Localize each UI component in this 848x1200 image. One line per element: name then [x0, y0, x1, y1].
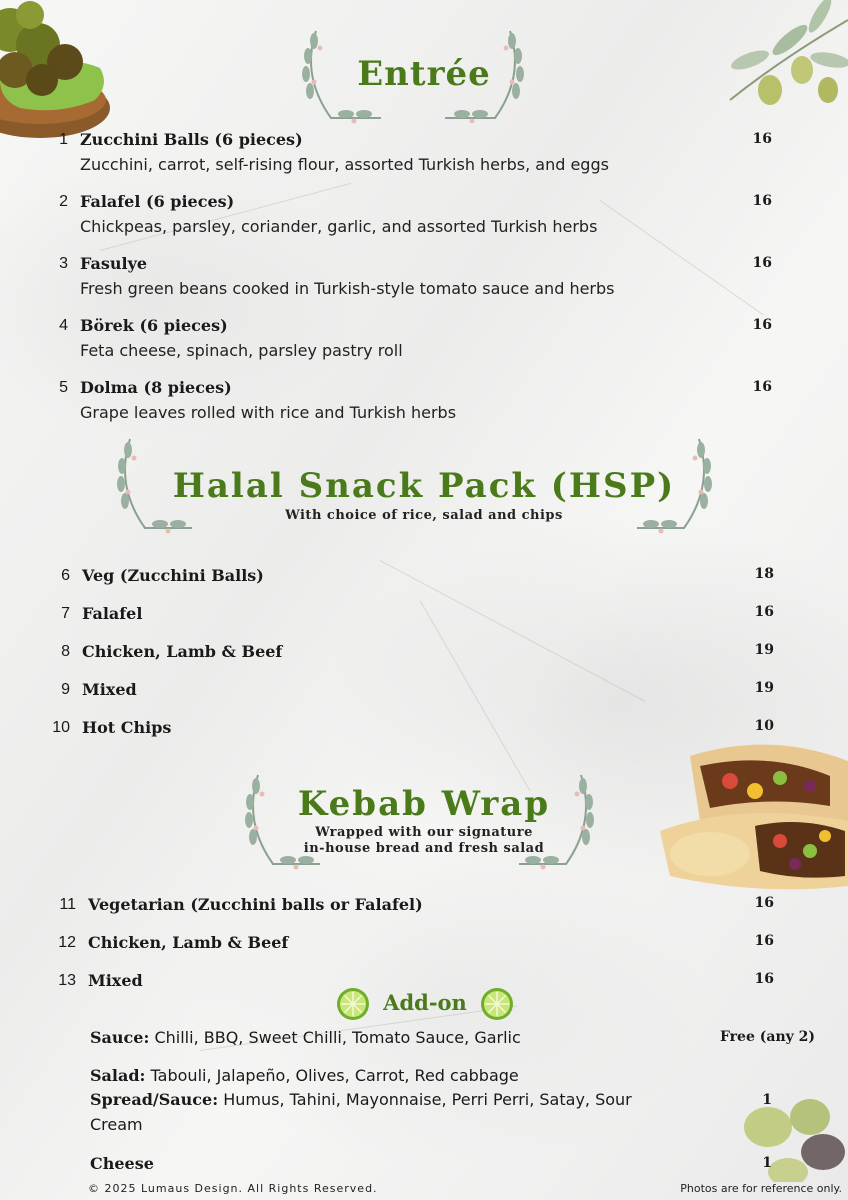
- item-name: Börek (6 pieces): [80, 316, 228, 335]
- addon-title: Add-on: [383, 990, 467, 1015]
- item-name: Chicken, Lamb & Beef: [82, 642, 283, 661]
- item-description: Grape leaves rolled with rice and Turkish herbs: [80, 403, 457, 422]
- entree-title: Entrée: [357, 54, 491, 94]
- item-number: 11: [59, 896, 76, 913]
- item-name: Zucchini Balls (6 pieces): [80, 130, 303, 149]
- addon-salad: [90, 1063, 660, 1088]
- item-number: 10: [52, 719, 70, 736]
- item-price: 16: [754, 895, 774, 911]
- addon-cheese: [90, 1151, 660, 1176]
- item-price: 10: [754, 718, 774, 734]
- item-name: Fasulye: [80, 254, 148, 273]
- item-number: 4: [59, 317, 68, 334]
- addon-cheese-price: 1: [762, 1155, 772, 1171]
- item-description: Feta cheese, spinach, parsley pastry roll: [80, 341, 403, 360]
- kebab-subtitle-line2: in-house bread and fresh salad: [303, 841, 545, 856]
- item-name: Mixed: [88, 971, 143, 990]
- addon-text: Humus, Tahini, Mayonnaise, Perri Perri, Satay, Sour Cream: [90, 1090, 632, 1134]
- addon-label: Spread/Sauce:: [90, 1090, 219, 1109]
- item-name: Veg (Zucchini Balls): [82, 566, 264, 585]
- hsp-title: Halal Snack Pack (HSP): [172, 466, 676, 506]
- item-price: 16: [754, 971, 774, 987]
- kebab-title: Kebab Wrap: [297, 784, 551, 824]
- item-name: Chicken, Lamb & Beef: [88, 933, 289, 952]
- item-name: Dolma (8 pieces): [80, 378, 232, 397]
- footer-disclaimer: Photos are for reference only.: [680, 1182, 842, 1195]
- item-number: 6: [61, 567, 70, 584]
- addon-text: Tabouli, Jalapeño, Olives, Carrot, Red cabbage: [145, 1066, 519, 1085]
- addon-label: Cheese: [90, 1154, 154, 1173]
- item-number: 5: [59, 379, 68, 396]
- addon-sauce: [90, 1025, 660, 1050]
- item-description: Zucchini, carrot, self-rising flour, assorted Turkish herbs, and eggs: [80, 155, 609, 174]
- addon-label: Sauce:: [90, 1028, 150, 1047]
- item-name: Falafel (6 pieces): [80, 192, 235, 211]
- item-price: 16: [752, 131, 772, 147]
- item-price: 16: [754, 933, 774, 949]
- addon-spread: [90, 1087, 660, 1137]
- lime-right-icon: [480, 987, 514, 1021]
- addon-sauce-price: Free (any 2): [719, 1029, 815, 1045]
- item-price: 16: [754, 604, 774, 620]
- item-name: Mixed: [82, 680, 137, 699]
- item-number: 7: [61, 605, 70, 622]
- item-description: Fresh green beans cooked in Turkish-style tomato sauce and herbs: [80, 279, 615, 298]
- item-number: 8: [61, 643, 70, 660]
- addon-text: Chilli, BBQ, Sweet Chilli, Tomato Sauce, Garlic: [149, 1028, 521, 1047]
- footer-copyright: © 2025 Lumaus Design. All Rights Reserved.: [88, 1182, 378, 1195]
- kebab-subtitle-line1: Wrapped with our signature: [315, 825, 533, 840]
- item-price: 16: [752, 255, 772, 271]
- item-number: 9: [61, 681, 70, 698]
- addon-spread-price: 1: [762, 1092, 772, 1108]
- item-number: 1: [59, 131, 68, 148]
- item-number: 13: [58, 972, 76, 989]
- hsp-subtitle: With choice of rice, salad and chips: [285, 508, 563, 523]
- item-name: Falafel: [82, 604, 143, 623]
- item-number: 3: [59, 255, 68, 272]
- item-name: Hot Chips: [82, 718, 172, 737]
- item-name: Vegetarian (Zucchini balls or Falafel): [88, 895, 423, 914]
- item-price: 19: [754, 680, 774, 696]
- item-number: 2: [59, 193, 68, 210]
- lime-left-icon: [336, 987, 370, 1021]
- item-price: 18: [754, 566, 774, 582]
- item-number: 12: [58, 934, 76, 951]
- item-price: 16: [752, 317, 772, 333]
- addon-label: Salad:: [90, 1066, 146, 1085]
- item-price: 19: [754, 642, 774, 658]
- item-price: 16: [752, 193, 772, 209]
- item-description: Chickpeas, parsley, coriander, garlic, and assorted Turkish herbs: [80, 217, 598, 236]
- item-price: 16: [752, 379, 772, 395]
